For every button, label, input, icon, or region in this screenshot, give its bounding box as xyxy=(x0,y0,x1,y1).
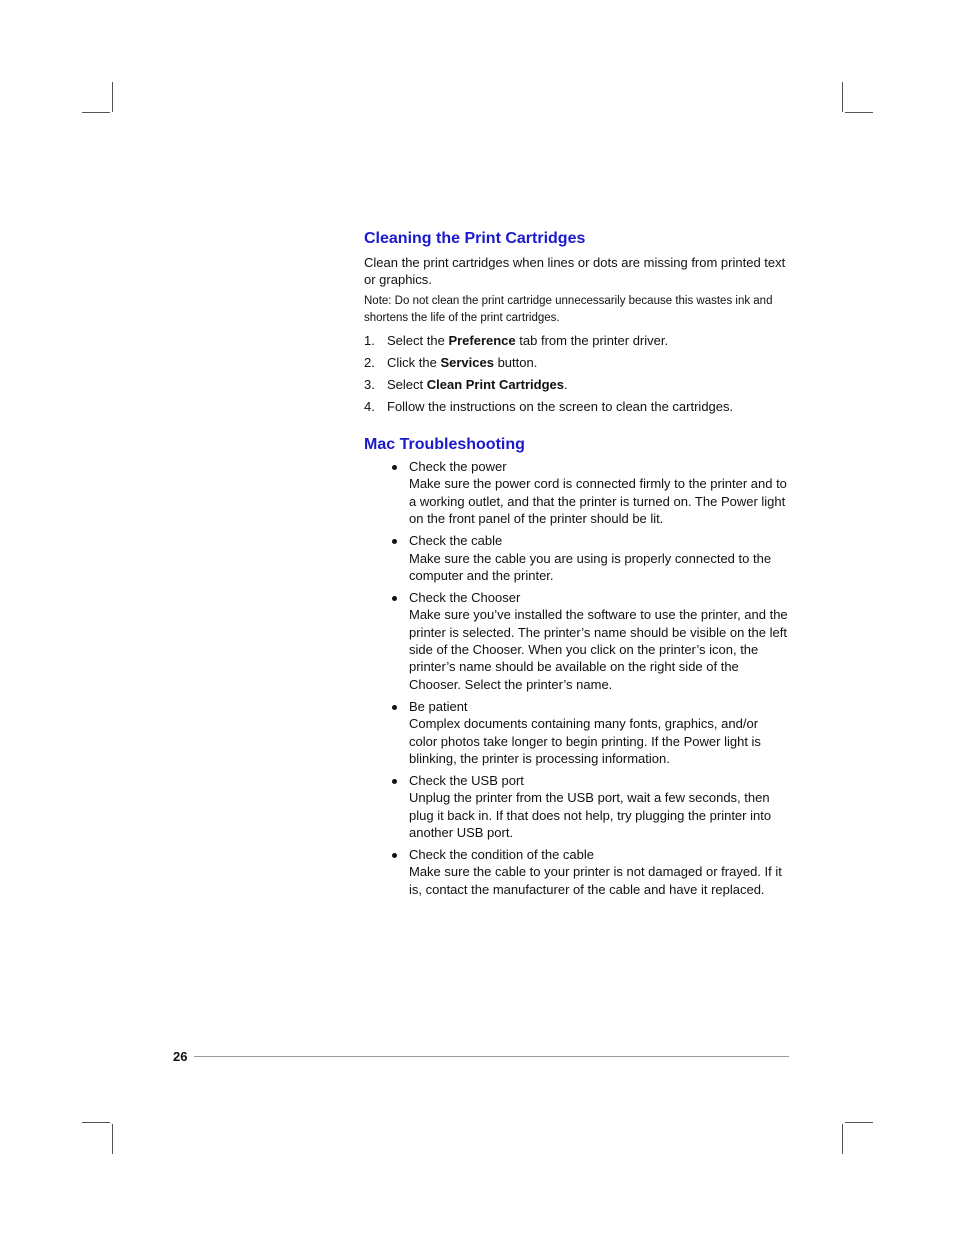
mac-troubleshooting-section xyxy=(364,434,789,898)
step-number: 4. xyxy=(364,399,375,414)
step-item xyxy=(364,374,789,396)
item-title: Check the power xyxy=(409,459,507,474)
step-number: 2. xyxy=(364,355,375,370)
list-item xyxy=(364,846,789,898)
step-text: Select xyxy=(387,377,427,392)
bullet-icon xyxy=(392,705,397,710)
item-body: Unplug the printer from the USB port, wait a few seconds, then plug it back in. If that does not help, try plugging the printer into another USB port. xyxy=(409,790,772,841)
step-bold: Clean Print Cartridges xyxy=(426,377,565,392)
step-text-end: tab from the printer driver. xyxy=(515,333,669,348)
item-title: Check the cable xyxy=(409,533,503,549)
section-title-cleaning: Cleaning the Print Cartridges xyxy=(364,230,586,247)
item-body: Make sure the power cord is connected firmly to the printer and to a working outlet, and that the printer is turned on. The Power light on the front panel of the printer should be lit. xyxy=(409,476,787,527)
crop-mark-bottom-left-v xyxy=(112,1124,113,1154)
crop-mark-bottom-right-v xyxy=(842,1124,843,1154)
page-number: 26 xyxy=(173,1049,188,1064)
footer-rule xyxy=(194,1056,789,1057)
list-item xyxy=(364,458,789,528)
crop-mark-top-left-h xyxy=(82,112,110,113)
crop-mark-top-right-h xyxy=(845,112,873,113)
item-body: Make sure the cable you are using is properly connected to the computer and the printer. xyxy=(409,550,772,583)
item-body: Complex documents containing many fonts, graphics, and/or color photos take longer to begin printing. If the Power light is blinking, the printer is processing information. xyxy=(409,716,761,766)
list-item xyxy=(364,589,789,693)
step-text: Follow the instructions on the screen to clean the cartridges. xyxy=(387,399,734,414)
cleaning-note: Note: Do not clean the print cartridge unnecessarily because this wastes ink and shortens the life of the print cartridges. xyxy=(364,295,773,324)
crop-mark-top-right-v xyxy=(842,82,843,112)
cleaning-intro: Clean the print cartridges when lines or dots are missing from printed text or graphics. xyxy=(364,255,786,287)
troubleshooting-list xyxy=(364,458,789,898)
list-item xyxy=(364,698,789,768)
cleaning-steps xyxy=(364,330,789,418)
bullet-icon xyxy=(392,779,397,784)
list-item xyxy=(364,772,789,842)
item-body: Make sure the cable to your printer is not damaged or frayed. If it is, contact the manufacturer of the cable and have it replaced. xyxy=(409,864,782,897)
bullet-icon xyxy=(392,539,397,544)
list-item xyxy=(364,532,789,584)
item-title: Check the USB port xyxy=(409,772,524,788)
step-bold: Services xyxy=(440,355,494,370)
step-number: 1. xyxy=(364,333,375,348)
step-item xyxy=(364,396,789,418)
item-title: Be patient xyxy=(409,698,468,714)
bullet-icon xyxy=(392,465,397,470)
step-text: Select the xyxy=(387,333,449,348)
step-text-end: . xyxy=(564,377,568,392)
item-title: Check the Chooser xyxy=(409,589,521,605)
crop-mark-top-left-v xyxy=(112,82,113,112)
step-text-end: button. xyxy=(493,355,538,370)
bullet-icon xyxy=(392,596,397,601)
item-body: Make sure you’ve installed the software to use the printer, and the printer is selected. The printer’s name should be visible on the left side of the Chooser. When you click on the printer’s icon, the printer’s name should be available on the right side of the Chooser. Select the printer’s name. xyxy=(409,607,788,692)
step-item xyxy=(364,330,789,352)
crop-mark-bottom-left-h xyxy=(82,1122,110,1123)
step-text: Click the xyxy=(387,355,441,370)
item-title: Check the condition of the cable xyxy=(409,847,595,863)
step-bold: Preference xyxy=(448,333,516,348)
bullet-icon xyxy=(392,853,397,858)
crop-mark-bottom-right-h xyxy=(845,1122,873,1123)
page-content xyxy=(364,228,789,903)
section-title-mac-troubleshooting: Mac Troubleshooting xyxy=(364,436,525,453)
step-item xyxy=(364,352,789,374)
step-number: 3. xyxy=(364,377,375,392)
